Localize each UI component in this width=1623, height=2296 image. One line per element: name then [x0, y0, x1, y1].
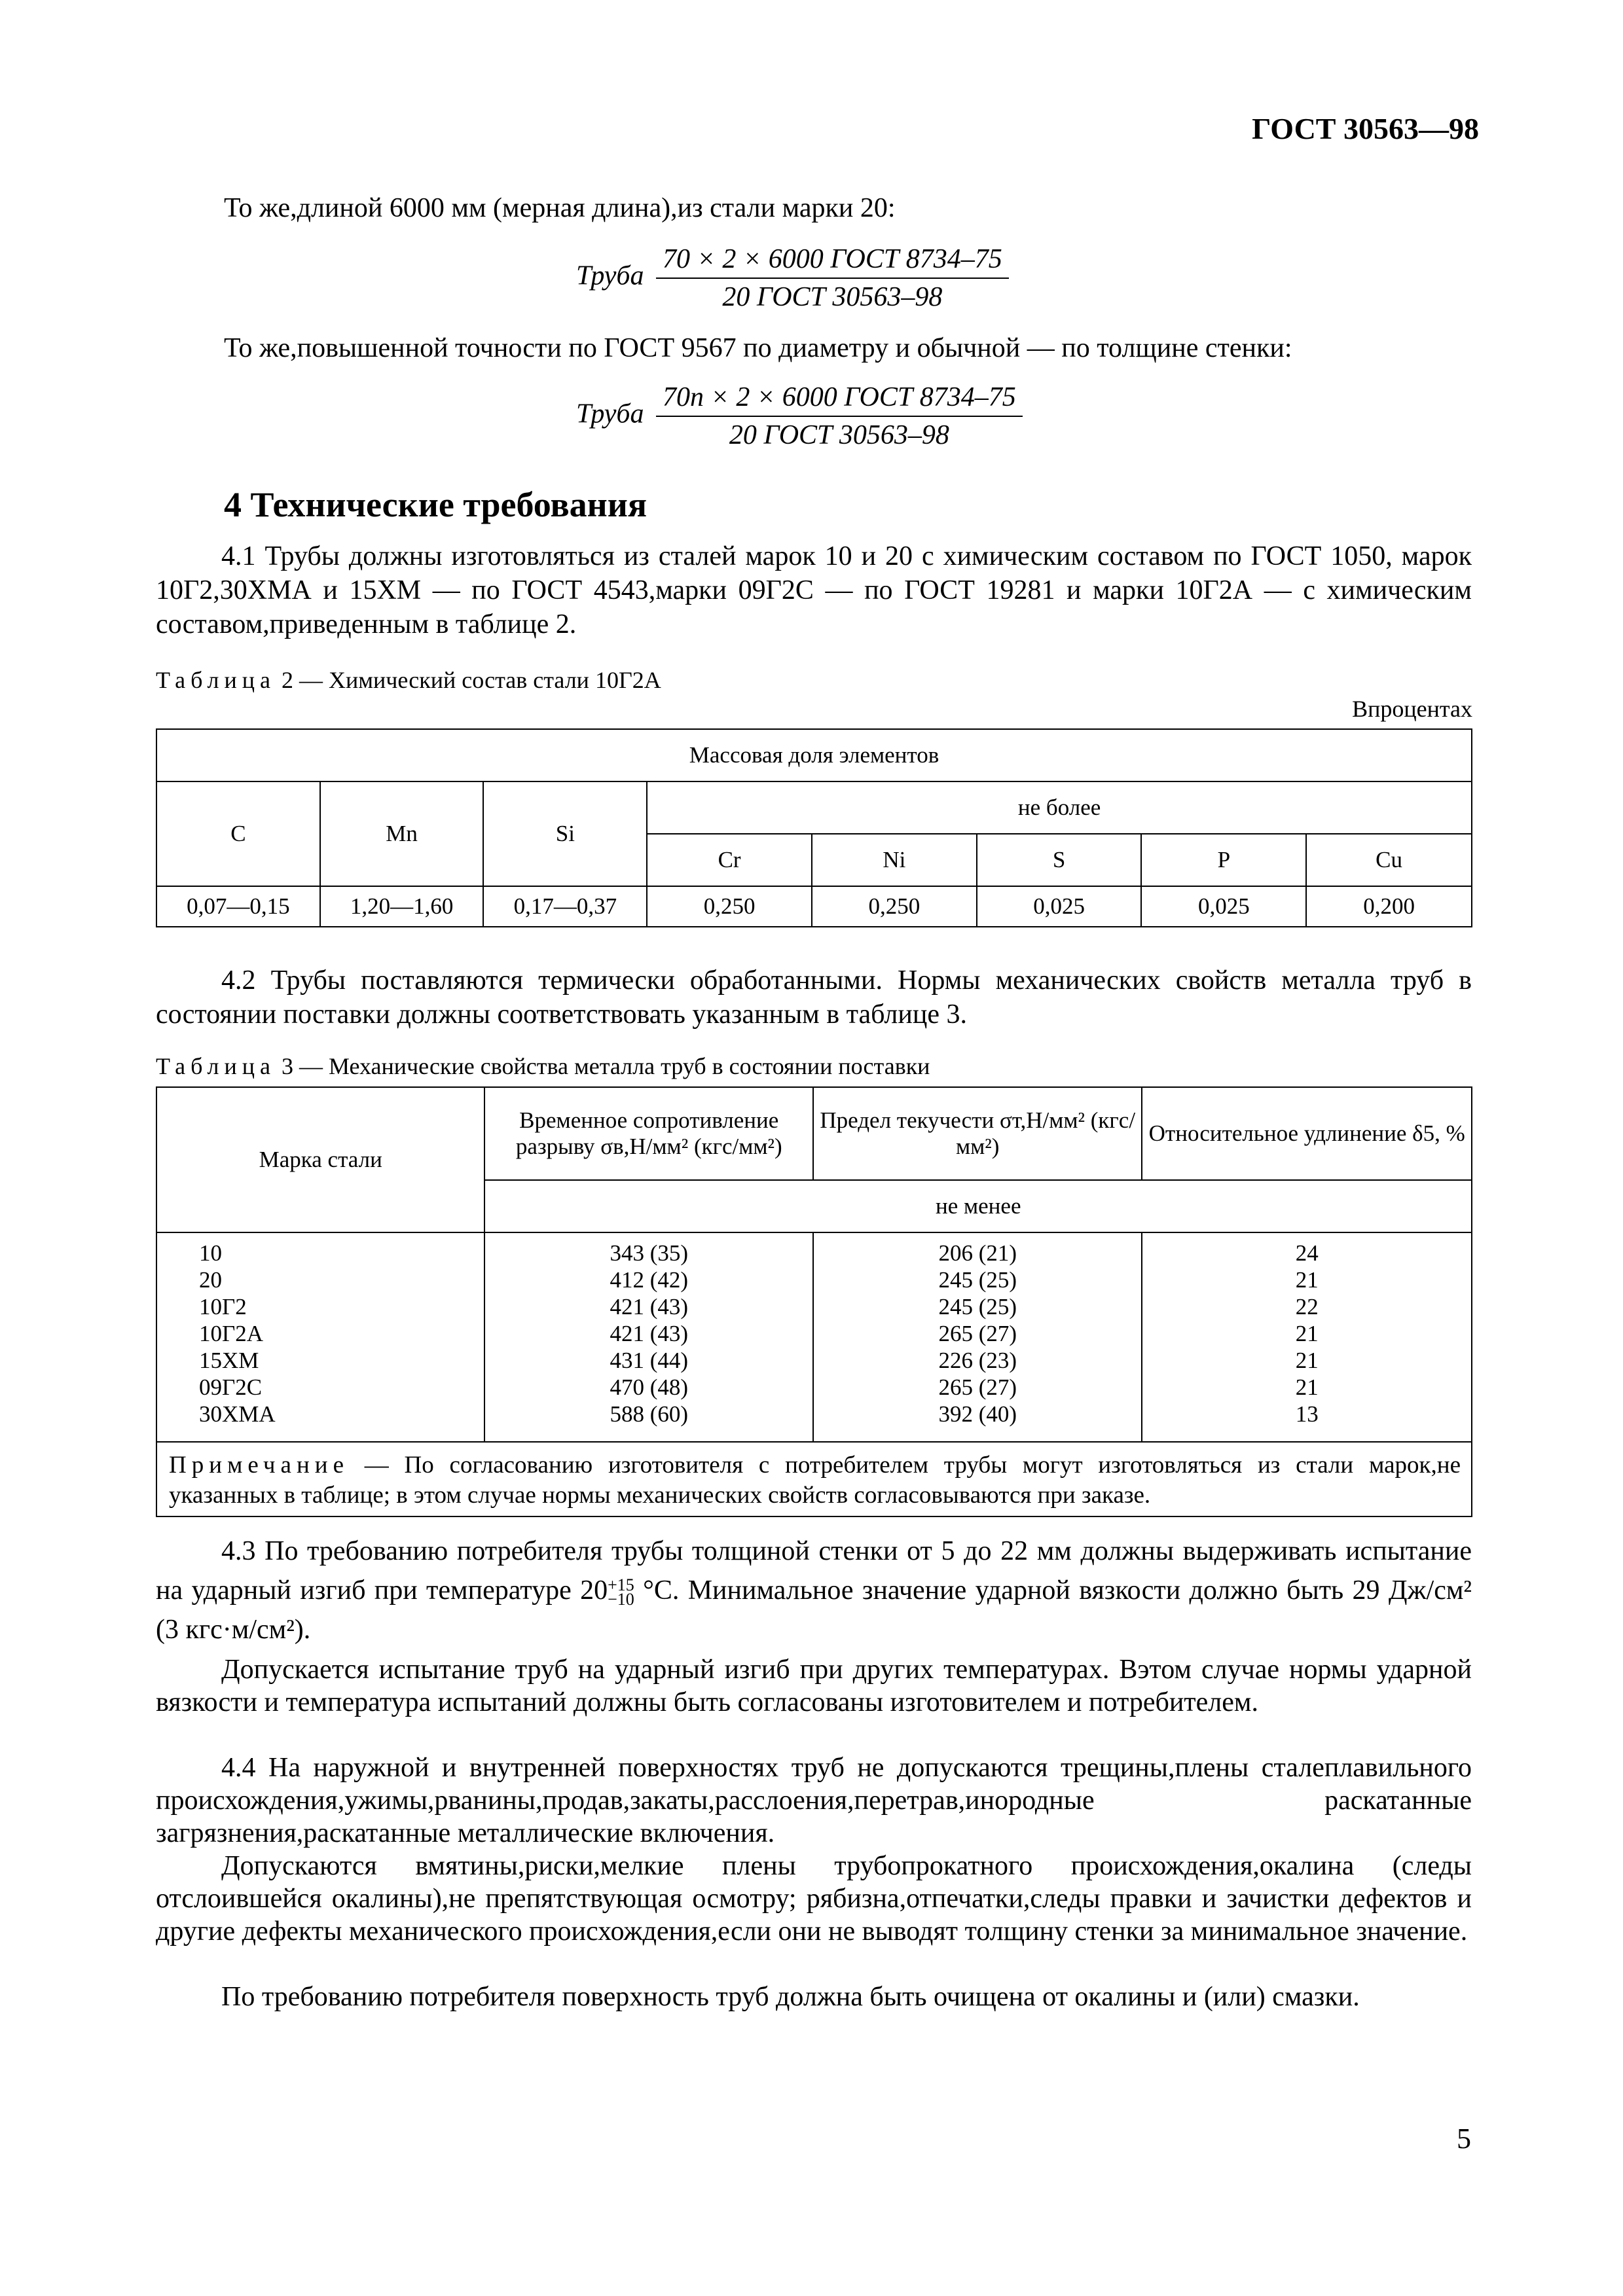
paragraph-4-3-part-b: °C. Минимальное значение ударной вязкости должно быть 29 Дж/см² (3 кгс·м/см²).: [156, 1575, 1472, 1645]
formula-2-prefix: Труба: [576, 399, 644, 429]
list-item: 21: [1295, 1267, 1319, 1293]
table-3-col-yield: Предел текучести σт,Н/мм² (кгс/мм²): [813, 1087, 1142, 1180]
temperature-upper: +15: [608, 1575, 634, 1595]
list-item: 15ХМ: [199, 1348, 259, 1373]
table-2-col-mn: Mn: [320, 781, 484, 886]
table-cell: 0,17—0,37: [483, 886, 647, 927]
list-item: 343 (35): [610, 1240, 689, 1266]
table-row: [156, 886, 1472, 927]
intro-line-1: То же,длиной 6000 мм (мерная длина),из стали марки 20:: [224, 193, 896, 223]
temperature-base: 20: [580, 1575, 608, 1605]
list-item: 22: [1295, 1294, 1319, 1319]
list-item: 421 (43): [610, 1321, 689, 1346]
list-item: 24: [1295, 1240, 1319, 1266]
paragraph-4-4-c: По требованию потребителя поверхность труб должна быть очищена от окалины и (или) смазки.: [221, 1982, 1360, 2012]
paragraph-4-3-part-a: 4.3 По требованию потребителя трубы толщиной стенки от 5 до 22 мм должны выдерживать испытание на ударный изгиб при температуре: [156, 1536, 1472, 1605]
note-text: — По согласованию изготовителя с потребителем трубы могут изготовляться из стали марок,не указанных в таблице; в этом случае нормы механических свойств согласовываются при заказе.: [169, 1452, 1461, 1509]
list-item: 10Г2: [199, 1294, 247, 1319]
list-item: 21: [1295, 1321, 1319, 1346]
list-item: 588 (60): [610, 1401, 689, 1427]
list-item: 20: [199, 1267, 222, 1293]
temperature-lower: −10: [608, 1590, 634, 1609]
table-cell: 0,025: [977, 886, 1142, 927]
table-3-grade-cell: [156, 1232, 484, 1442]
table-2-col-c: C: [156, 781, 320, 886]
list-item: 10Г2А: [199, 1321, 264, 1346]
formula-2-denominator: 20 ГОСТ 30563–98: [729, 420, 949, 450]
table-cell: 0,025: [1141, 886, 1306, 927]
table-2-col-s: S: [977, 834, 1142, 886]
list-item: 265 (27): [938, 1321, 1017, 1346]
list-item: 21: [1295, 1374, 1319, 1400]
table-2-col-cu: Cu: [1306, 834, 1472, 886]
table-3-elongation-cell: [1142, 1232, 1472, 1442]
paragraph-4-1: 4.1 Трубы должны изготовляться из сталей марок 10 и 20 с химическим составом по ГОСТ 1050, марок 10Г2,30ХМА и 15ХМ — по ГОСТ 4543,марки 09Г2С — по ГОСТ 19281 и марки 10Г2А — с химическим составом,приведенным в таблице 2.: [156, 541, 1472, 639]
list-item: 421 (43): [610, 1294, 689, 1319]
page-number: 5: [1457, 2123, 1471, 2155]
paragraph-4-4: 4.4 На наружной и внутренней поверхностях труб не допускаются трещины,плены сталеплавильного происхождения,ужимы,рванины,продав,закаты,расслоения,перетрав,инородные раскатанные загрязнения,раскатанные металлические включения.: [156, 1753, 1472, 1848]
table-3-tensile-cell: [484, 1232, 813, 1442]
list-item: 245 (25): [938, 1294, 1017, 1319]
list-item: 09Г2С: [199, 1374, 263, 1400]
list-item: 226 (23): [938, 1348, 1017, 1373]
table-3-col-elongation: Относительное удлинение δ5, %: [1142, 1087, 1472, 1180]
formula-2-numerator: 70п × 2 × 6000 ГОСТ 8734–75: [656, 382, 1023, 417]
table-cell: 1,20—1,60: [320, 886, 484, 927]
table-row: [156, 1232, 1472, 1442]
table-cell: 0,250: [647, 886, 812, 927]
note-label: Примечание: [169, 1452, 349, 1479]
formula-1-denominator: 20 ГОСТ 30563–98: [722, 282, 943, 312]
list-item: 470 (48): [610, 1374, 689, 1400]
list-item: 392 (40): [938, 1401, 1017, 1427]
list-item: 265 (27): [938, 1374, 1017, 1400]
formula-1: [576, 243, 1009, 313]
table-3-header-not-less: не менее: [484, 1180, 1472, 1232]
formula-1-numerator: 70 × 2 × 6000 ГОСТ 8734–75: [656, 243, 1009, 279]
table-2-col-si: Si: [483, 781, 647, 886]
table-3-col-tensile: Временное сопротивление разрыву σв,Н/мм² (кгс/мм²): [484, 1087, 813, 1180]
formula-1-prefix: Труба: [576, 260, 644, 291]
paragraph-4-3: [156, 1532, 1472, 1649]
doc-header-code: ГОСТ 30563—98: [1252, 112, 1479, 145]
list-item: 10: [199, 1240, 222, 1266]
paragraph-4-4-b: Допускаются вмятины,риски,мелкие плены трубопрокатного происхождения,окалина (следы отслоившейся окалины),не препятствующая осмотру; рябизна,отпечатки,следы правки и зачистки дефектов и другие дефекты механического происхождения,если они не выводят толщину стенки за минимальное значение.: [156, 1851, 1472, 1946]
paragraph-4-2: 4.2 Трубы поставляются термически обработанными. Нормы механических свойств металла труб в состоянии поставки должны соответствовать указанным в таблице 3.: [156, 965, 1472, 1030]
table-3-caption: [156, 1052, 930, 1080]
formula-2: [576, 382, 1023, 451]
table-2-units: Впроцентах: [1352, 696, 1472, 722]
table-cell: 0,250: [812, 886, 977, 927]
list-item: 13: [1295, 1401, 1319, 1427]
table-2-col-cr: Cr: [647, 834, 812, 886]
table-2-col-ni: Ni: [812, 834, 977, 886]
formula-1-fraction: [656, 243, 1009, 313]
list-item: 21: [1295, 1348, 1319, 1373]
table-3: [156, 1086, 1472, 1517]
formula-2-fraction: [656, 382, 1023, 451]
table-2-header-not-more: не более: [647, 781, 1472, 834]
section-title: 4 Технические требования: [224, 485, 647, 524]
table-2-header-row-2: [156, 781, 1472, 834]
table-2-caption-label: Таблица: [156, 667, 276, 693]
table-2-caption: [156, 666, 661, 694]
list-item: 431 (44): [610, 1348, 689, 1373]
list-item: 245 (25): [938, 1267, 1017, 1293]
table-3-header-row-1: [156, 1087, 1472, 1180]
table-cell: 0,07—0,15: [156, 886, 320, 927]
table-2-header-row-1: [156, 729, 1472, 781]
table-cell: 0,200: [1306, 886, 1472, 927]
table-3-note: [156, 1442, 1472, 1516]
table-3-caption-label: Таблица: [156, 1053, 276, 1079]
list-item: 412 (42): [610, 1267, 689, 1293]
temperature-value: [580, 1575, 634, 1609]
table-3-caption-text: 3 — Механические свойства металла труб в состоянии поставки: [281, 1053, 930, 1079]
paragraph-4-3-b: Допускается испытание труб на ударный изгиб при других температурах. Вэтом случае нормы ударной вязкости и температура испытаний должны быть согласованы изготовителем и потребителем.: [156, 1655, 1472, 1717]
table-3-col-grade: Марка стали: [156, 1087, 484, 1232]
table-2-caption-text: 2 — Химический состав стали 10Г2А: [281, 667, 661, 693]
table-3-yield-cell: [813, 1232, 1142, 1442]
intro-line-2: То же,повышенной точности по ГОСТ 9567 по диаметру и обычной — по толщине стенки:: [224, 333, 1292, 363]
table-2-header-mass-fraction: Массовая доля элементов: [156, 729, 1472, 781]
table-2-col-p: P: [1141, 834, 1306, 886]
list-item: 30ХМА: [199, 1401, 276, 1427]
list-item: 206 (21): [938, 1240, 1017, 1266]
table-3-note-row: [156, 1442, 1472, 1516]
table-2: [156, 728, 1472, 927]
